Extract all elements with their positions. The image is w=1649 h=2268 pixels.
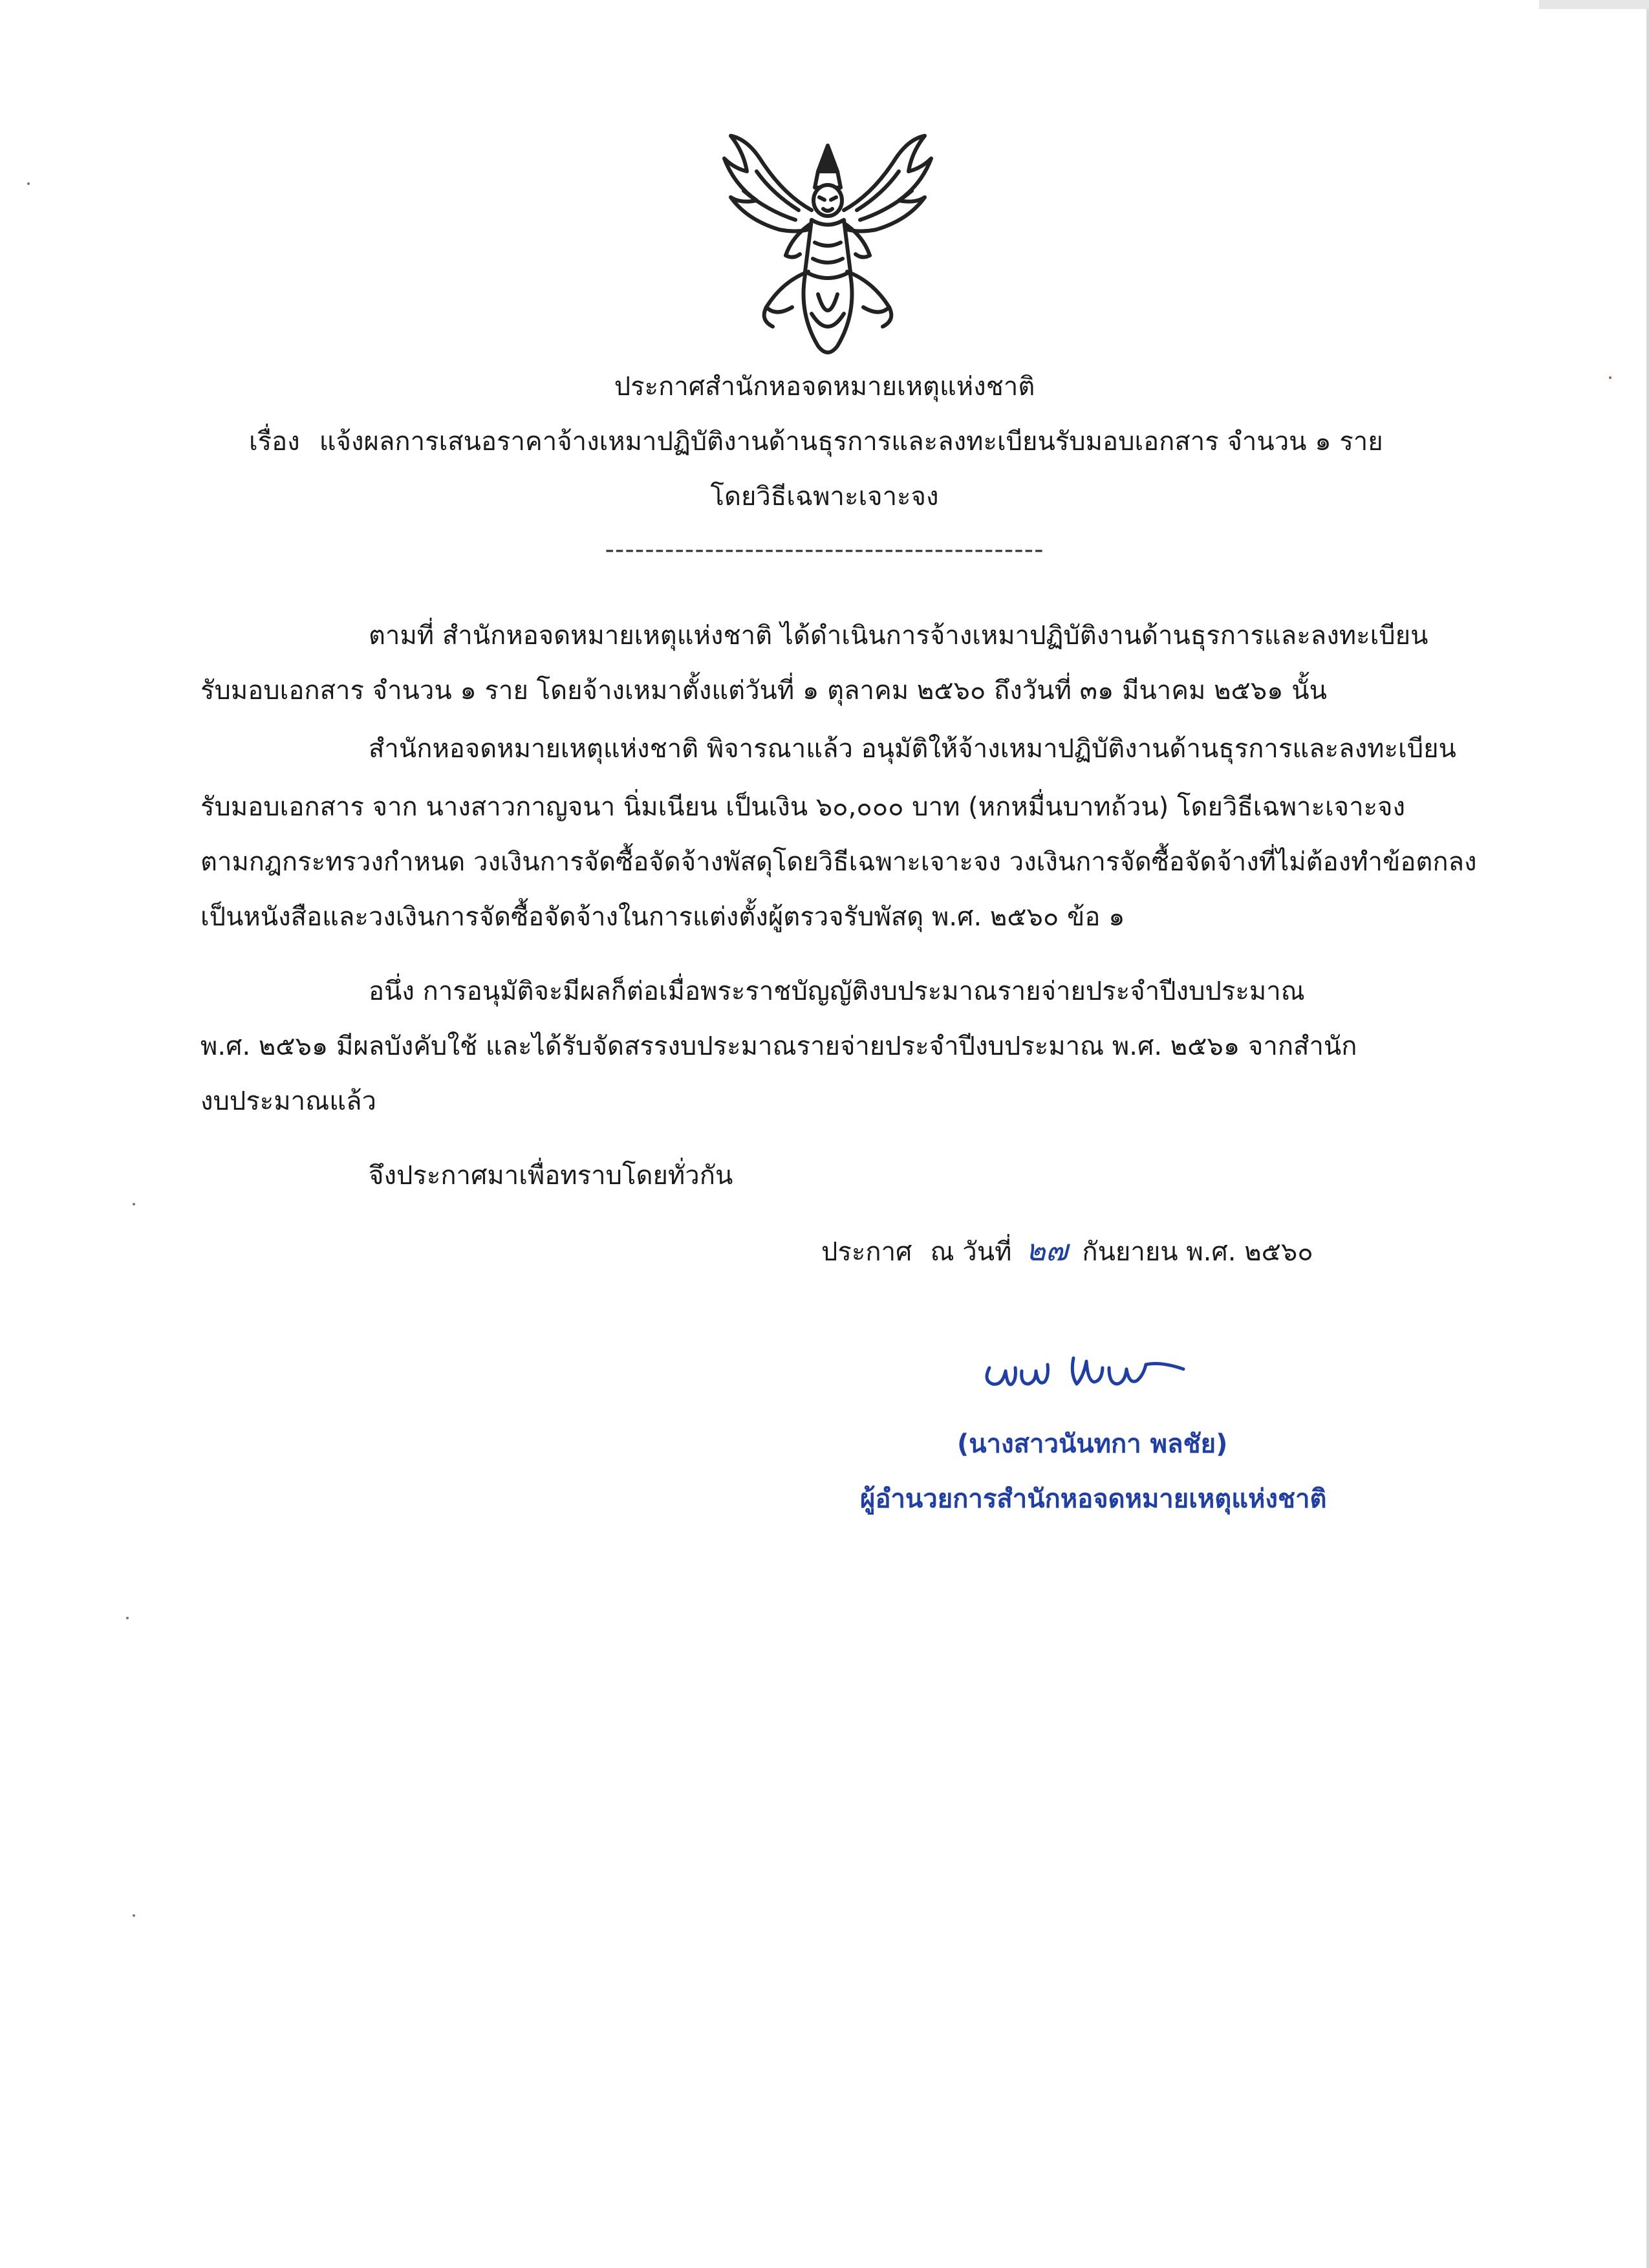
subject-label: เรื่อง	[249, 427, 300, 457]
announcement-title: ประกาศสำนักหอจดหมายเหตุแห่งชาติ	[614, 372, 1035, 402]
paragraph-3-line-1: อนึ่ง การอนุมัติจะมีผลก็ต่อเมื่อพระราชบัญญัติงบประมาณรายจ่ายประจำปีงบประมาณ	[369, 977, 1305, 1006]
paragraph-1-line-2: รับมอบเอกสาร จำนวน ๑ ราย โดยจ้างเหมาตั้งแต่วันที่ ๑ ตุลาคม ๒๕๖๐ ถึงวันที่ ๓๑ มีนาคม ๒๕๖๑ นั้น	[200, 676, 1327, 706]
signatory-name: (นางสาวนันทกา พลชัย)	[957, 1429, 1228, 1459]
scan-speck	[27, 182, 30, 185]
garuda-emblem-icon	[721, 133, 934, 362]
paragraph-2-line-1: สำนักหอจดหมายเหตุแห่งชาติ พิจารณาแล้ว อนุมัติให้จ้างเหมาปฏิบัติงานด้านธุรการและลงทะเบียน	[369, 734, 1456, 764]
scan-speck	[126, 1617, 129, 1619]
date-at: ณ วันที่	[930, 1237, 1012, 1267]
handwritten-signature	[976, 1348, 1196, 1400]
date-month-year: กันยายน พ.ศ. ๒๕๖๐	[1082, 1237, 1313, 1267]
paragraph-2-line-3: ตามกฎกระทรวงกำหนด วงเงินการจัดซื้อจัดจ้างพัสดุโดยวิธีเฉพาะเจาะจง วงเงินการจัดซื้อจัดจ้างที่ไม่ต้องทำข้อตกลง	[200, 847, 1477, 877]
date-day-handwritten: ๒๗	[1026, 1233, 1068, 1268]
signatory-position: ผู้อำนวยการสำนักหอจดหมายเหตุแห่งชาติ	[860, 1484, 1327, 1514]
scan-speck	[1609, 376, 1611, 379]
announcement-date	[821, 1232, 1313, 1270]
subject-line	[249, 424, 1383, 460]
scan-speck	[133, 1203, 135, 1205]
subject-text: แจ้งผลการเสนอราคาจ้างเหมาปฏิบัติงานด้านธุรการและลงทะเบียนรับมอบเอกสาร จำนวน ๑ ราย	[319, 427, 1383, 457]
paragraph-2-line-2: รับมอบเอกสาร จาก นางสาวกาญจนา นิ่มเนียน เป็นเงิน ๖๐,๐๐๐ บาท (หกหมื่นบาทถ้วน) โดยวิธีเฉพาะเจาะจง	[200, 792, 1406, 822]
paragraph-1-line-1: ตามที่ สำนักหอจดหมายเหตุแห่งชาติ ได้ดำเนินการจ้างเหมาปฏิบัติงานด้านธุรการและลงทะเบียน	[369, 621, 1428, 651]
paragraph-3-line-3: งบประมาณแล้ว	[200, 1086, 376, 1116]
scan-edge-top	[1539, 0, 1649, 9]
subject-line-2: โดยวิธีเฉพาะเจาะจง	[710, 482, 939, 512]
separator-line: --------------------------------------------	[605, 535, 1044, 565]
date-prefix: ประกาศ	[821, 1237, 912, 1267]
closing-paragraph: จึงประกาศมาเพื่อทราบโดยทั่วกัน	[369, 1161, 733, 1191]
scan-speck	[133, 1914, 135, 1917]
paragraph-2-line-4: เป็นหนังสือและวงเงินการจัดซื้อจัดจ้างในการแต่งตั้งผู้ตรวจรับพัสดุ พ.ศ. ๒๕๖๐ ข้อ ๑	[200, 902, 1125, 932]
scan-edge-right	[1646, 0, 1649, 2268]
paragraph-3-line-2: พ.ศ. ๒๕๖๑ มีผลบังคับใช้ และได้รับจัดสรรงบประมาณรายจ่ายประจำปีงบประมาณ พ.ศ. ๒๕๖๑ จากสำนัก	[200, 1031, 1357, 1061]
